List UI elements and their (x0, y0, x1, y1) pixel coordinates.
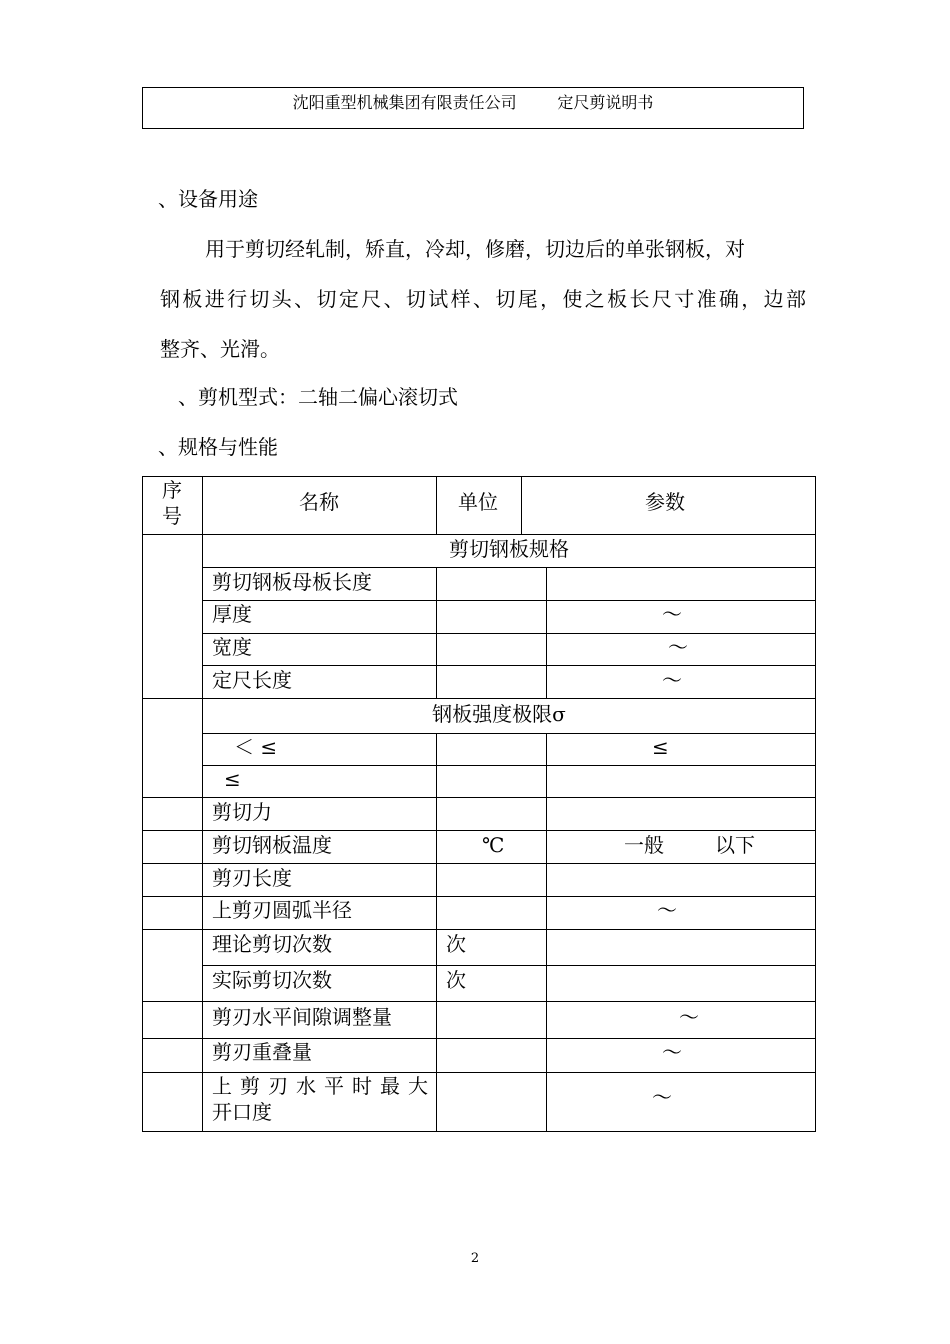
row-6-name: ≤ (224, 767, 241, 791)
row-sep-g1-end (142, 698, 816, 699)
row-2-param: ～ (662, 602, 682, 626)
page-number: 2 (470, 1251, 480, 1266)
row-sep-header (142, 534, 816, 535)
row-sep-7 (142, 830, 816, 831)
table-border-top (142, 476, 816, 477)
row-14-param: ～ (662, 1040, 682, 1064)
section-2-title: 、剪机型式：二轴二偏心滚切式 (178, 385, 458, 409)
header-company: 沈阳重型机械集团有限责任公司 (292, 93, 517, 112)
row-8-unit: ℃ (482, 833, 505, 857)
row-15-name-line-1: 上剪刃水平时最大 (212, 1074, 428, 1098)
row-3-name: 宽度 (212, 635, 252, 659)
page-header (142, 87, 804, 129)
row-4-param: ～ (662, 668, 682, 692)
row-sep-9 (142, 896, 816, 897)
header-seq-text: 序号 (162, 478, 182, 528)
row-12-name: 实际剪切次数 (212, 968, 332, 992)
row-8-name: 剪切钢板温度 (212, 833, 332, 857)
row-11-name: 理论剪切次数 (212, 932, 332, 956)
row-15-param: ～ (652, 1085, 672, 1109)
group-2-title: 钢板强度极限σ (432, 702, 566, 726)
row-12-unit: 次 (446, 968, 466, 992)
col-sep-seq (202, 476, 203, 1132)
col-sep-name-header (436, 476, 437, 534)
row-5-param: ≤ (652, 735, 669, 759)
row-sep-g1-title (202, 567, 816, 568)
row-sep-11 (202, 965, 816, 966)
row-9-name: 剪刃长度 (212, 866, 292, 890)
row-10-name: 上剪刃圆弧半径 (212, 898, 352, 922)
group-1-title: 剪切钢板规格 (449, 537, 569, 561)
row-8-param-b: 以下 (715, 833, 755, 857)
header-seq (142, 477, 202, 529)
section-1-line-2: 钢板进行切头、切定尺、切试样、切尾，使之板长尺寸准确，边部 (160, 287, 806, 311)
row-8-param-a: 一般 (624, 833, 664, 857)
row-14-name: 剪刃重叠量 (212, 1040, 312, 1064)
row-11-unit: 次 (446, 932, 466, 956)
row-13-param: ～ (679, 1005, 699, 1029)
row-10-param: ～ (657, 898, 677, 922)
header-param: 参数 (645, 490, 685, 514)
row-sep-12 (142, 1001, 816, 1002)
header-line (143, 90, 803, 113)
table-border-left (142, 476, 143, 1132)
row-13-name: 剪刃水平间隙调整量 (212, 1005, 392, 1029)
header-doc-title: 定尺剪说明书 (557, 93, 654, 112)
row-4-name: 定尺长度 (212, 668, 292, 692)
row-sep-13 (142, 1038, 816, 1039)
header-name: 名称 (299, 490, 339, 514)
spec-table (142, 476, 816, 1132)
row-sep-10 (142, 929, 816, 930)
table-border-right (815, 476, 816, 1132)
row-15-name-line-2: 开口度 (212, 1100, 272, 1124)
row-1-name: 剪切钢板母板长度 (212, 570, 372, 594)
row-sep-14 (142, 1072, 816, 1073)
row-sep-2 (202, 633, 816, 634)
row-sep-3 (202, 665, 816, 666)
section-1-title: 、设备用途 (158, 187, 258, 211)
row-7-name: 剪切力 (212, 800, 272, 824)
row-sep-g2-end (142, 797, 816, 798)
col-sep-unit-header (521, 476, 522, 534)
section-1-line-3: 整齐、光滑。 (160, 337, 280, 361)
row-sep-8 (142, 863, 816, 864)
section-3-title: 、规格与性能 (158, 435, 278, 459)
row-sep-1 (202, 600, 816, 601)
row-5-name: ＜ ≤ (234, 735, 278, 759)
row-sep-5 (202, 765, 816, 766)
section-1-line-1: 用于剪切经轧制，矫直，冷却，修磨，切边后的单张钢板，对 (205, 237, 745, 261)
header-unit: 单位 (458, 490, 498, 514)
row-sep-g2-title (202, 733, 816, 734)
table-border-bottom (142, 1131, 816, 1132)
row-3-param: ～ (668, 635, 688, 659)
row-2-name: 厚度 (212, 602, 252, 626)
